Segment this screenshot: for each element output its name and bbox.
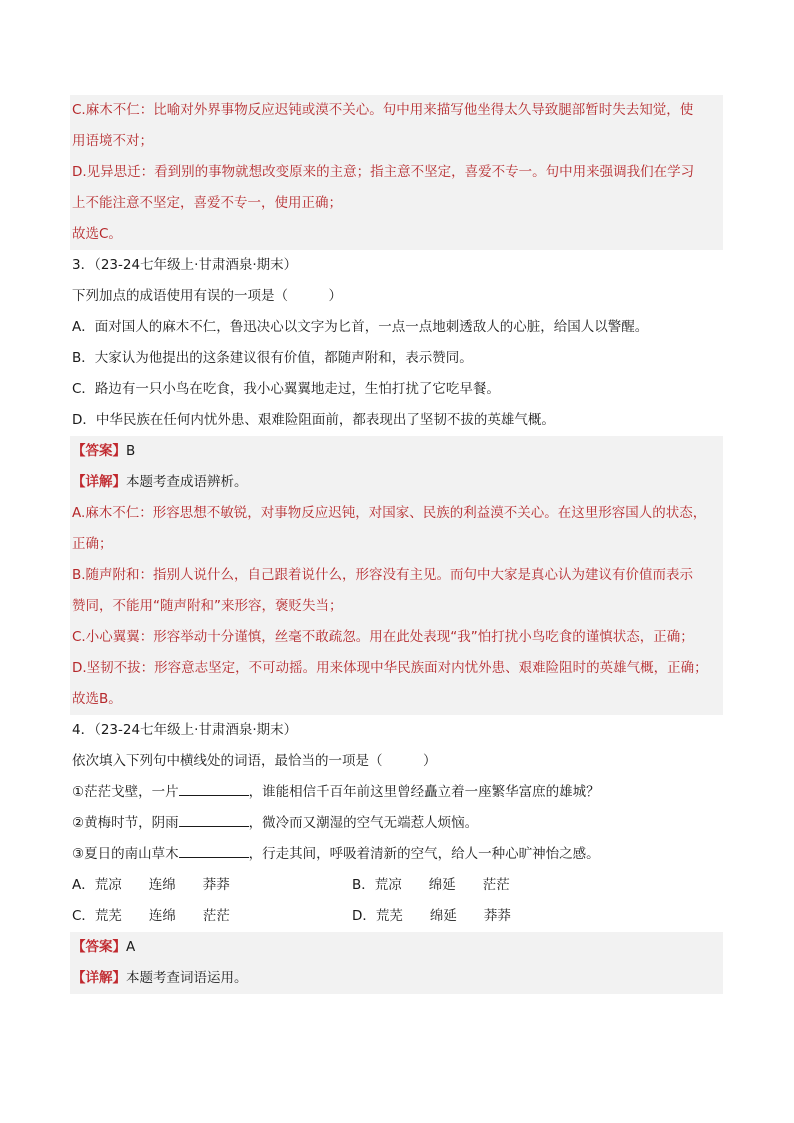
q3-conclusion: 故选B。 [72,691,122,707]
q3-detail-line [70,467,723,498]
q4-detail-intro: 本题考查词语运用。 [126,970,248,986]
q4-options [70,870,723,932]
q4-s2-before: ②黄梅时节，阴雨 [72,815,179,831]
q4-header: 4．（23-24七年级上·甘肃酒泉·期末） [72,722,298,738]
q3-answer-block [70,436,723,715]
q4-s2-after: ，微冷而又潮湿的空气无端惹人烦恼。 [248,815,479,831]
q3-option-a: A．面对国人的麻木不仁，鲁迅决心以文字为匕首，一点一点地刺透敌人的心脏，给国人以警醒。 [72,319,649,335]
q4-answer-block [70,932,723,994]
q4-answer-line [70,932,723,963]
q3-stem: 下列加点的成语使用有误的一项是（ ） [72,288,342,304]
q3-analysis-d: D.坚韧不拔：形容意志坚定，不可动摇。用来体现中华民族面对内忧外患、艰难险阻时的英雄气概，正确； [72,660,708,676]
q4-s1-after: ，谁能相信千百年前这里曾经矗立着一座繁华富庶的雄城？ [248,784,600,800]
q2-option-d-analysis-line1: D.见异思迁：看到别的事物就想改变原来的主意；指主意不坚定，喜爱不专一。句中用来强调我们在学习 [72,164,695,180]
q3-option-b: B．大家认为他提出的这条建议很有价值，都随声附和，表示赞同。 [72,350,473,366]
q4-s3-blank [179,843,249,858]
q3-option-d: D．中华民族在任何内忧外患、艰难险阻面前，都表现出了坚韧不拔的英雄气概。 [72,412,555,428]
q3-analysis-a-line1: A.麻木不仁：形容思想不敏锐，对事物反应迟钝，对国家、民族的利益漠不关心。在这里形容国人的状态， [72,505,707,521]
q4-detail-tag: 【详解】 [72,970,126,986]
q2-option-d-analysis-line2: 上不能注意不坚定，喜爱不专一，使用正确； [72,195,342,211]
q4-sentence-2 [70,808,723,839]
q3-analysis-b-line2: 赞同，不能用“随声附和”来形容，褒贬失当； [72,598,343,614]
page-content [70,95,723,994]
q4-option-c: C．荒芜 连绵 茫茫 [72,908,230,924]
q3-header: 3．（23-24七年级上·甘肃酒泉·期末） [72,257,298,273]
q3-answer-line [70,436,723,467]
q3-answer-value: B [126,443,136,459]
q4-sentence-1 [70,777,723,808]
q3-detail-tag: 【详解】 [72,474,126,490]
q3-analysis-a-line2: 正确； [72,536,113,552]
q4-s3-before: ③夏日的南山草木 [72,846,179,862]
q2-analysis-block [70,95,723,250]
q4-option-d: D．荒芜 绵延 莽莽 [352,908,511,924]
q3-answer-tag: 【答案】 [72,443,126,459]
q4-answer-value: A [126,939,136,955]
q3-detail-intro: 本题考查成语辨析。 [126,474,248,490]
q4-s1-blank [179,781,249,796]
q2-option-c-analysis-line1: C.麻木不仁：比喻对外界事物反应迟钝或漠不关心。句中用来描写他坐得太久导致腿部暂时失去知觉，使 [72,102,694,118]
q4-s1-before: ①茫茫戈壁，一片 [72,784,179,800]
q4-option-b: B．荒凉 绵延 茫茫 [352,877,510,893]
q3-analysis-b-line1: B.随声附和：指别人说什么，自己跟着说什么，形容没有主见。而句中大家是真心认为建议有价值而表示 [72,567,694,583]
q4-option-a: A．荒凉 连绵 莽莽 [72,877,230,893]
q4-answer-tag: 【答案】 [72,939,126,955]
q2-conclusion: 故选C。 [72,226,122,242]
q4-s3-after: ，行走其间，呼吸着清新的空气，给人一种心旷神怡之感。 [248,846,600,862]
q4-sentence-3 [70,839,723,870]
q2-option-c-analysis-line2: 用语境不对； [72,133,153,149]
q3-option-c: C．路边有一只小鸟在吃食，我小心翼翼地走过，生怕打扰了它吃早餐。 [72,381,500,397]
q4-s2-blank [179,812,249,827]
q4-detail-line [70,963,723,994]
q3-analysis-c: C.小心翼翼：形容举动十分谨慎，丝毫不敢疏忽。用在此处表现“我”怕打扰小鸟吃食的谨慎状态，正确； [72,629,694,645]
q4-stem: 依次填入下列句中横线处的词语，最恰当的一项是（ ） [72,753,437,769]
